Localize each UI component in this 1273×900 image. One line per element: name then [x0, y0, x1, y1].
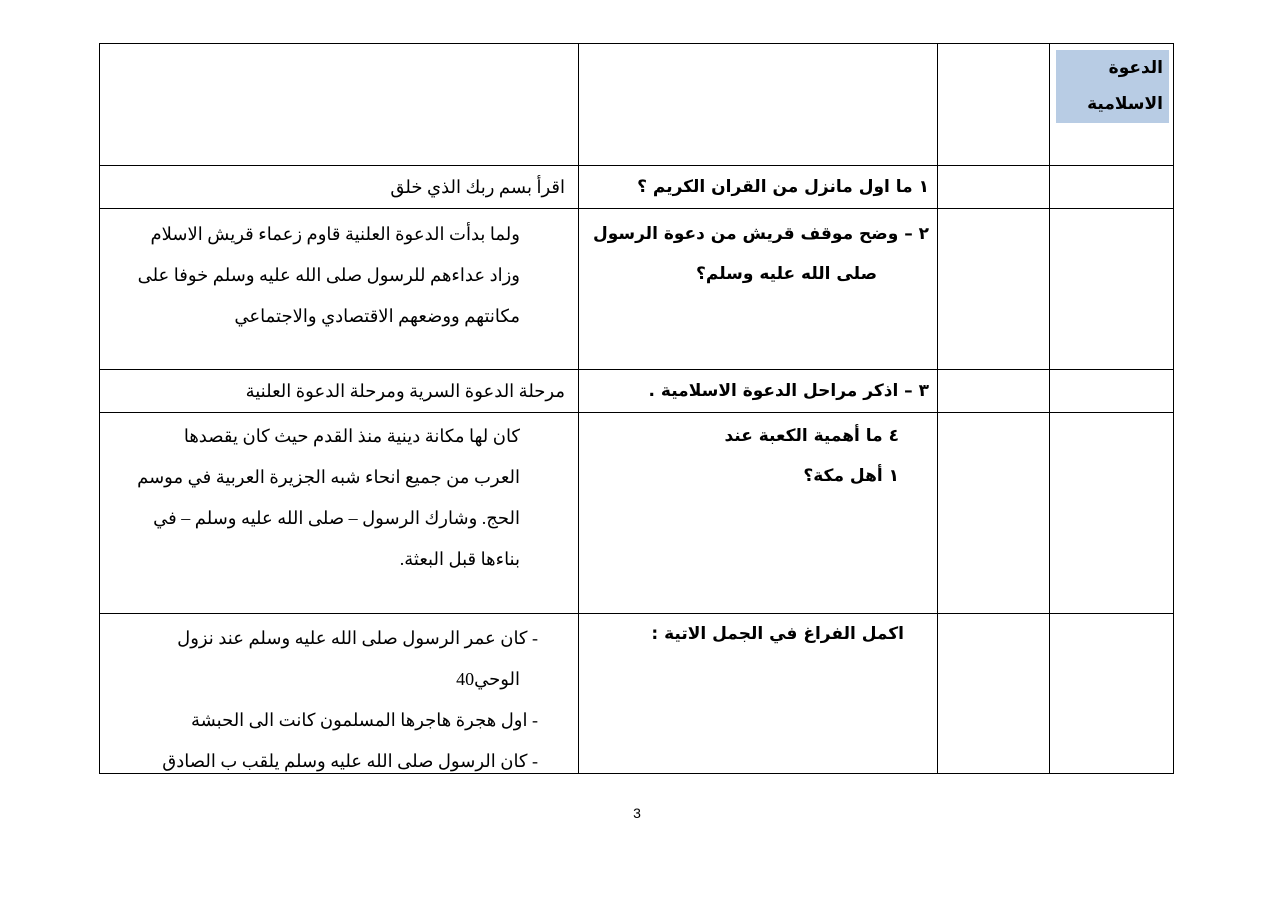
row-divider [99, 165, 1174, 166]
section-title-line: الدعوة [1108, 58, 1163, 78]
column-divider [578, 43, 579, 774]
answer-line: اقرأ بسم ربك الذي خلق [390, 177, 565, 197]
lesson-table [99, 43, 1174, 774]
question-line: ٢ – وضح موقف قريش من دعوة الرسول [592, 224, 929, 244]
answer-line: - كان عمر الرسول صلى الله عليه وسلم عند نزول [177, 628, 538, 648]
section-title-cell [1056, 50, 1169, 123]
answer-4 [137, 416, 520, 580]
answer-2 [138, 214, 520, 337]
section-title-line: الاسلامية [1087, 94, 1163, 114]
question-1 [637, 171, 929, 203]
row-divider [99, 208, 1174, 209]
answer-3 [246, 375, 565, 407]
answer-line: مرحلة الدعوة السرية ومرحلة الدعوة العلنية [245, 381, 565, 401]
question-line: ٤ ما أهمية الكعبة عند [724, 426, 899, 446]
answer-line: ولما بدأت الدعوة العلنية قاوم زعماء قريش الاسلام [150, 224, 520, 244]
answer-line: كان لها مكانة دينية منذ القدم حيث كان يقصدها [183, 426, 520, 446]
question-2 [593, 214, 929, 294]
answer-line: مكانتهم ووضعهم الاقتصادي والاجتماعي [234, 306, 520, 326]
answer-line: الحج. وشارك الرسول – صلى الله عليه وسلم – في [153, 508, 520, 528]
column-divider [1049, 43, 1050, 774]
question-line: صلى الله عليه وسلم؟ [696, 264, 877, 284]
table-border-left [99, 43, 100, 774]
answer-line: العرب من جميع انحاء شبه الجزيرة العربية في موسم [137, 467, 520, 487]
answer-line: - اول هجرة هاجرها المسلمون كانت الى الحبشة [190, 710, 538, 730]
answer-5 [162, 618, 538, 782]
answer-line: وزاد عداءهم للرسول صلى الله عليه وسلم خوفا على [137, 265, 520, 285]
question-line: ١ أهل مكة؟ [803, 466, 899, 486]
question-line: ١ ما اول مانزل من القران الكريم ؟ [637, 177, 929, 197]
question-3 [649, 375, 929, 407]
answer-1 [390, 171, 565, 203]
answer-line: - كان الرسول صلى الله عليه وسلم يلقب ب الصادق [162, 751, 538, 771]
question-line: اكمل الفراغ في الجمل الاتية : [651, 624, 904, 644]
question-5 [651, 618, 904, 650]
question-line: ٣ – اذكر مراحل الدعوة الاسلامية . [648, 381, 929, 401]
row-divider [99, 412, 1174, 413]
answer-line: الوحي40 [456, 669, 520, 689]
row-divider [99, 613, 1174, 614]
answer-line: بناءها قبل البعثة. [399, 549, 520, 569]
page-number: 3 [633, 805, 641, 821]
table-border-top [99, 43, 1174, 44]
column-divider [937, 43, 938, 774]
table-border-right [1173, 43, 1174, 774]
question-4 [724, 416, 899, 496]
row-divider [99, 369, 1174, 370]
